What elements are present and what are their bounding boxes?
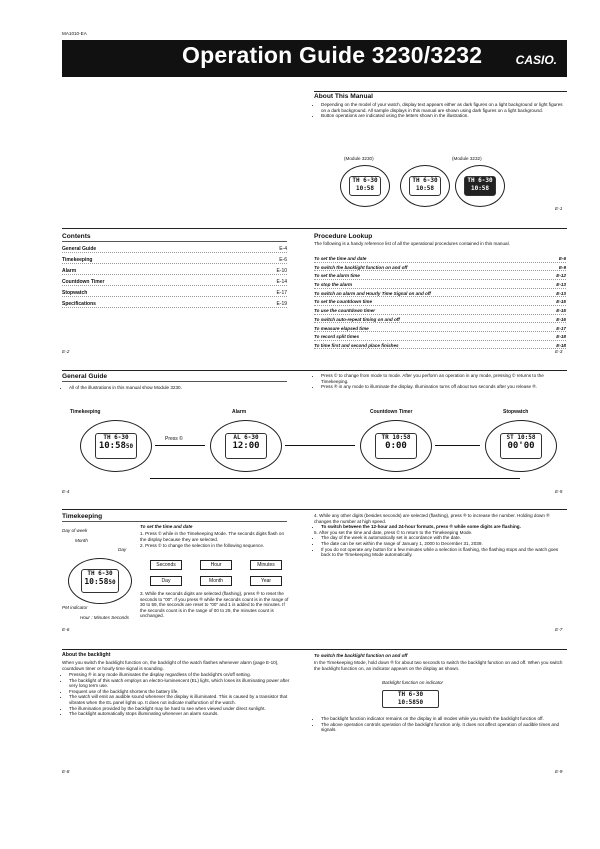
seq-minutes: Minutes [250, 560, 282, 570]
lookup-row[interactable]: To switch the backlight function on and off E-9 [314, 264, 566, 270]
seq-year: Year [250, 576, 282, 586]
about-bullet-2: • Button operations are indicated using the letters shown in the illustration. [321, 113, 564, 119]
lookup-intro: The following is a handy reference list of all the operational procedures contained in this manual. [314, 241, 510, 246]
general-bullet-3: • Press ® in any mode to illuminate the display. Illumination turns off about two seconds after you release ®. [321, 384, 566, 390]
lookup-list [314, 256, 566, 352]
mode-label-countdown: Countdown Timer [370, 409, 413, 415]
watch-display: TH 6-30 10:5850 [95, 433, 137, 459]
toc-row[interactable]: Stopwatch E-17 [62, 290, 287, 296]
lookup-row[interactable]: To switch an alarm and Hourly Time Signal on and off E-13 [314, 290, 566, 296]
about-title: About This Manual [314, 93, 373, 100]
set-time-title: To set the time and date [140, 524, 193, 529]
general-bullet-1: • All of the illustrations in this manual show Module 3230. [62, 385, 287, 391]
module-label-2: (Module 3232) [452, 156, 482, 161]
arrow-right-2 [285, 445, 355, 446]
watch-display: TH 6-30 10:58 [464, 176, 496, 196]
seq-month: Month [200, 576, 232, 586]
lookup-row[interactable]: To set the time and date E-6 [314, 256, 566, 261]
backlight-bullets: • Pressing ® in any mode illuminates the display regardless of the backlight's on/off setting. • The backlight of this watch employs an electro-luminescent (EL) light, which loses its illuminating power after very long term use. • Frequent use of the backlight shortens the battery life. • The watch will emit an audible sound whenever the display is illuminated. This is caused by a transistor that vibrates when the EL panel lights up. It does not indicate malfunction of the watch. • The illumination provided by the backlight may be hard to see when viewed under direct sunlight. • The backlight automatically stops illuminating whenever an alarm sounds. [62, 672, 292, 717]
watch-display: TR 10:58 0:00 [375, 433, 417, 459]
watch-module-3232 [455, 165, 505, 207]
backlight-right-bullets: • The backlight function indicator remains on the display in all modes while you switch the backlight function off. • The above operation controls operation of the backlight function only. It does not affect operation of audible times and signals. [314, 716, 566, 733]
lookup-title: Procedure Lookup [314, 233, 373, 240]
page-number-e7: E-7 [555, 628, 563, 633]
toc-row[interactable]: Countdown Timer E-14 [62, 279, 287, 285]
general-underline [62, 381, 287, 382]
arrow-right-1 [155, 445, 205, 446]
page-number-e9: E-9 [555, 770, 563, 775]
lookup-row[interactable]: To switch auto-repeat timing on and off E-16 [314, 316, 566, 322]
page-title: Operation Guide 3230/3232 [182, 42, 483, 68]
contents-underline [62, 241, 287, 242]
label-day: Day [118, 547, 127, 552]
page-number-e2: E-2 [62, 350, 70, 355]
page-number-e6: E-6 [62, 628, 70, 633]
about-bullet-1: • Depending on the model of your watch, display text appears either as dark figures on a light background or light figures on a dark background. All sample displays in this manual are shown using dark figures on a light background. [321, 102, 564, 113]
watch-display: AL 6-30 12:00 [225, 433, 267, 459]
about-bullets [314, 102, 564, 119]
page-number-e5: E-5 [555, 490, 563, 495]
backlight-intro: When you switch the backlight function on, the backlight of the watch flashes whenever alarm (page E-10), countdown timer or hourly time signal is sounding. [62, 660, 279, 671]
page-number-e1: E-1 [555, 207, 563, 212]
watch-stopwatch [485, 420, 557, 472]
backlight-title: About the backlight [62, 652, 111, 658]
switch-backlight-title: To switch the backlight function on and off [314, 653, 408, 658]
timekeeping-rule [62, 509, 567, 510]
about-rule [314, 91, 567, 92]
toc-row[interactable]: Specifications E-19 [62, 301, 287, 307]
general-bullets-right [314, 373, 566, 390]
timekeeping-underline [62, 521, 287, 522]
arrow-return [150, 478, 520, 479]
lookup-row[interactable]: To measure elapsed time E-17 [314, 325, 566, 331]
contents-title: Contents [62, 233, 91, 240]
contents-list [62, 246, 287, 312]
label-pm-indicator: PM indicator [62, 605, 88, 610]
backlight-rule [62, 649, 567, 650]
watch-module-3230-el [400, 165, 450, 207]
lookup-row[interactable]: To set the countdown time E-15 [314, 299, 566, 305]
backlight-indicator-label: Backlight function on indicator [382, 680, 444, 685]
seq-seconds: Seconds [150, 560, 182, 570]
toc-row[interactable]: Timekeeping E-6 [62, 257, 287, 263]
toc-row[interactable]: General Guide E-4 [62, 246, 287, 252]
brand-logo: CASIO. [515, 53, 557, 67]
contents-rule [62, 228, 567, 229]
lookup-row[interactable]: To use the countdown timer E-15 [314, 308, 566, 314]
doc-code: MA1010-EA [62, 31, 87, 36]
watch-timekeeping-detail [68, 558, 132, 604]
general-rule [62, 370, 567, 371]
label-day-of-week: Day of week [62, 528, 88, 533]
watch-alarm [210, 420, 282, 472]
toc-row[interactable]: Alarm E-10 [62, 268, 287, 274]
watch-timekeeping [80, 420, 152, 472]
set-step-3: 3. While the seconds digits are selected (flashing), press ® to reset the seconds to "00". If you press ® while the seconds count is in the range of 30 to 59, the seconds are reset to "00" and 1 is added to the minutes. If the seconds count is in the range of 00 to 29, the minutes count is unchanged. [140, 591, 289, 619]
press-label: Press © [165, 436, 183, 442]
set-step-1: 1. Press © while in the Timekeeping Mode. The seconds digits flash on the display because they are selected. [140, 531, 284, 542]
seq-hour: Hour [200, 560, 232, 570]
page-number-e3: E-3 [555, 350, 563, 355]
mode-label-stopwatch: Stopwatch [503, 409, 529, 415]
lookup-row[interactable]: To record split times E-18 [314, 334, 566, 340]
mode-label-timekeeping: Timekeeping [70, 409, 101, 415]
mode-label-alarm: Alarm [232, 409, 247, 415]
watch-display: TH 6-30 10:58 [409, 176, 441, 196]
label-month: Month [75, 538, 88, 543]
lookup-row[interactable]: To stop the alarm E-13 [314, 282, 566, 288]
watch-display: TH 6-30 10:5850 [81, 569, 119, 593]
module-label-1: (Module 3230) [344, 156, 374, 161]
switch-backlight-text: In the Timekeeping Mode, hold down ® for about two seconds to switch the backlight function on and off. When you switch the backlight function on, an indicator appears on the display as shown. [314, 660, 563, 671]
watch-module-3230 [340, 165, 390, 207]
watch-display: ST 10:58 00'00 [500, 433, 542, 459]
lookup-row[interactable]: To time first and second place finishes E-18 [314, 342, 566, 348]
general-title: General Guide [62, 373, 108, 380]
page-number-e4: E-4 [62, 490, 70, 495]
watch-display: TH 6-30 10:58 [349, 176, 381, 196]
page-number-e8: E-8 [62, 770, 70, 775]
watch-countdown [360, 420, 432, 472]
seq-day: Day [150, 576, 182, 586]
label-hour-min-sec: Hour : Minutes Seconds [80, 615, 130, 620]
timekeeping-title: Timekeeping [62, 513, 103, 520]
arrow-right-3 [435, 445, 480, 446]
general-bullet-2: • Press © to change from mode to mode. After you perform an operation in any mode, pressing © returns to the Timekeeping. [321, 373, 566, 384]
lookup-row[interactable]: To set the alarm time E-12 [314, 273, 566, 279]
header-bar [62, 40, 567, 77]
set-step-2: 2. Press © to change the selection in the following sequence. [140, 543, 265, 548]
timekeeping-right: 4. While any other digits (besides seconds) are selected (flashing), press ® to increase the number. Holding down ® changes the number at high speed. • To switch between the 12-hour and 24-hour formats, press ® while some digits are flashing. 5. After you set the time and date, press © to return to the Timekeeping Mode. • The day of the week is automatically set in accordance with the date. • The date can be set within the range of January 1, 2000 to December 31, 2039. • If you do not operate any button for a few minutes while a selection is flashing, the flashing stops and the watch goes back to the Timekeeping Mode automatically. [314, 513, 566, 558]
backlight-display: TH 6-30 10:5850 [382, 690, 439, 708]
